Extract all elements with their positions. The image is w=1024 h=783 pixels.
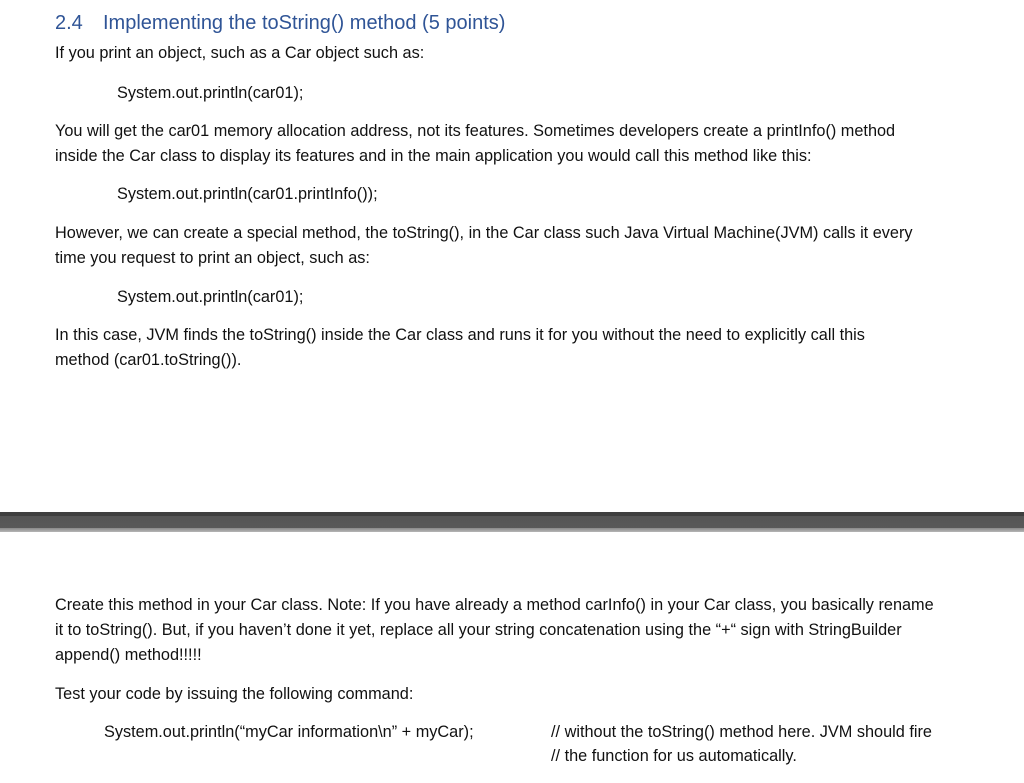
document-page-2 (0, 532, 1024, 783)
paragraph-jvm-explanation (55, 323, 995, 373)
section-title: Implementing the toString() method (5 points) (103, 12, 506, 34)
intro-paragraph: If you print an object, such as a Car object such as: (55, 44, 425, 62)
paragraph-create-method (55, 593, 995, 668)
paragraph-line: However, we can create a special method, the toString(), in the Car class such Java Virtual Machine(JVM) calls it every (55, 224, 913, 242)
paragraph-line: time you request to print an object, such as: (55, 249, 370, 267)
paragraph-line: Create this method in your Car class. Note: If you have already a method carInfo() in your Car class, you basically rename (55, 596, 934, 614)
comment-line: // the function for us automatically. (551, 747, 797, 765)
code-println-car01-repeat: System.out.println(car01); (117, 288, 304, 306)
section-heading (55, 12, 505, 35)
paragraph-line: In this case, JVM finds the toString() inside the Car class and runs it for you without the need to explicitly call this (55, 326, 865, 344)
paragraph-tostring-intro (55, 221, 995, 271)
paragraph-line: method (car01.toString()). (55, 351, 242, 369)
code-println-printinfo: System.out.println(car01.printInfo()); (117, 185, 378, 203)
paragraph-line: You will get the car01 memory allocation address, not its features. Sometimes developers create a printInfo() method (55, 122, 896, 140)
code-println-mycar: System.out.println(“myCar information\n” + myCar); (104, 723, 474, 741)
paragraph-line: it to toString(). But, if you haven’t done it yet, replace all your string concatenation using the “+“ sign with StringBuilder (55, 621, 902, 639)
section-number: 2.4 (55, 12, 83, 34)
paragraph-memory-address (55, 119, 995, 169)
page-separator (0, 512, 1024, 532)
comment-line: // without the toString() method here. JVM should fire (551, 723, 932, 741)
code-println-car01: System.out.println(car01); (117, 84, 304, 102)
paragraph-line: append() method!!!!! (55, 646, 202, 664)
code-comment (551, 720, 932, 768)
paragraph-line: inside the Car class to display its features and in the main application you would call this method like this: (55, 147, 812, 165)
test-instruction: Test your code by issuing the following command: (55, 685, 414, 703)
